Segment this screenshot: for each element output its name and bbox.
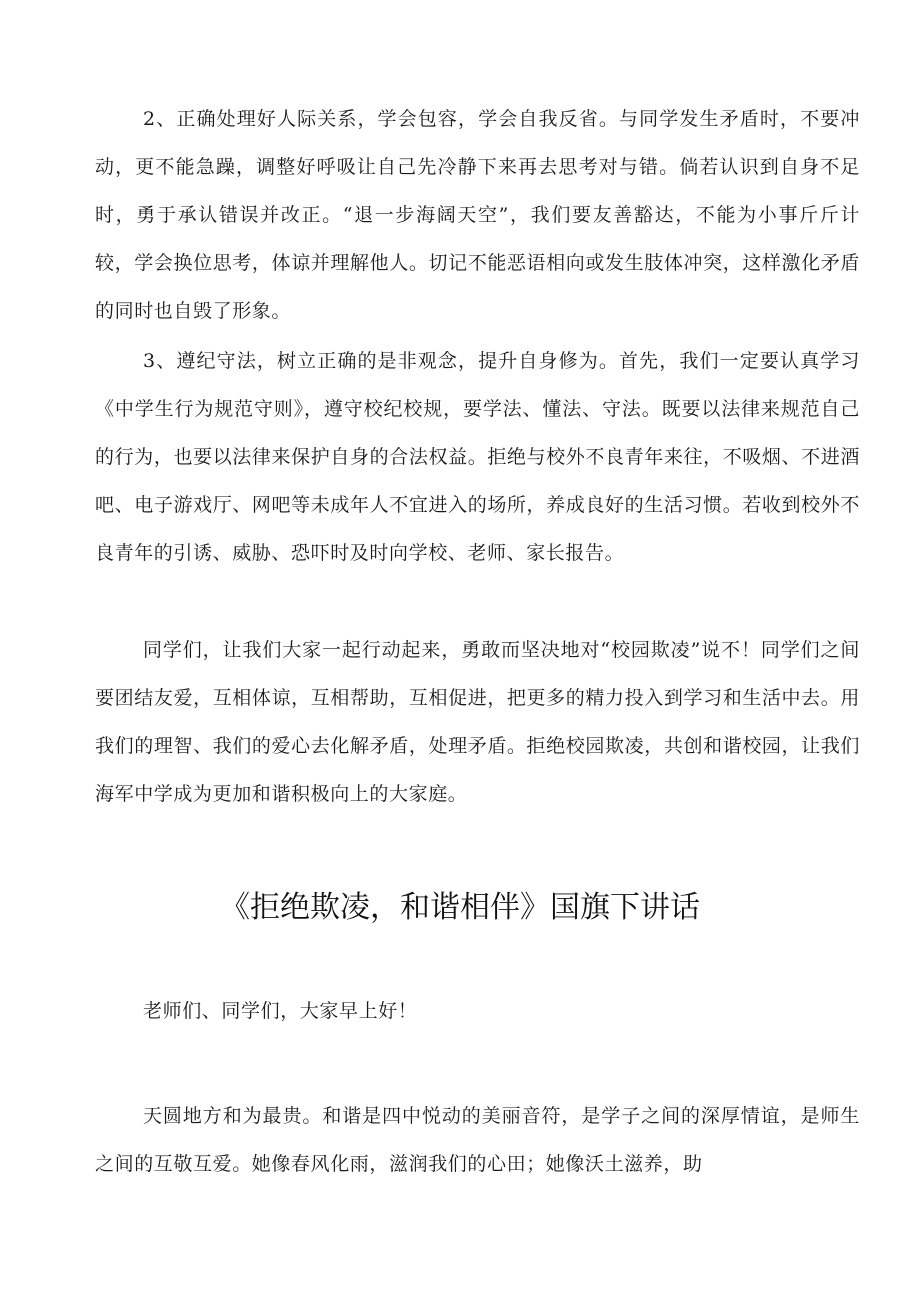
paragraph-rule-2: 2、正确处理好人际关系，学会包容，学会自我反省。与同学发生矛盾时，不要冲动，更不能急躁，调整好呼吸让自己先冷静下来再去思考对与错。倘若认识到自身不足时，勇于承认错误并改正。“退一步海阔天空”，我们要友善豁达，不能为小事斤斤计较，学会换位思考，体谅并理解他人。切记不能恶语相向或发生肢体冲突，这样激化矛盾的同时也自毁了形象。	[95, 108, 860, 322]
paragraph-rule-3: 3、遵纪守法，树立正确的是非观念，提升自身修为。首先，我们一定要认真学习《中学生行为规范守则》，遵守校纪校规，要学法、懂法、守法。既要以法律来规范自己的行为，也要以法律来保护自身的合法权益。拒绝与校外不良青年来往，不吸烟、不进酒吧、电子游戏厅、网吧等未成年人不宜进入的场所，养成良好的生活习惯。若收到校外不良青年的引诱、威胁、恐吓时及时向学校、老师、家长报告。	[95, 350, 860, 564]
speech-greeting: 老师们、同学们，大家早上好！	[143, 1000, 418, 1022]
paragraph-closing: 同学们，让我们大家一起行动起来，勇敢而坚决地对“校园欺凌”说不！同学们之间要团结友爱，互相体谅，互相帮助，互相促进，把更多的精力投入到学习和生活中去。用我们的理智、我们的爱心去化解矛盾，处理矛盾。拒绝校园欺凌，共创和谐校园，让我们海军中学成为更加和谐积极向上的大家庭。	[95, 639, 860, 805]
speech-paragraph-opening: 天圆地方和为最贵。和谐是四中悦动的美丽音符，是学子之间的深厚情谊，是师生之间的互敬互爱。她像春风化雨，滋润我们的心田；她像沃土滋养，助	[95, 1105, 860, 1175]
speech-title: 《拒绝欺凌，和谐相伴》国旗下讲话	[220, 890, 700, 925]
